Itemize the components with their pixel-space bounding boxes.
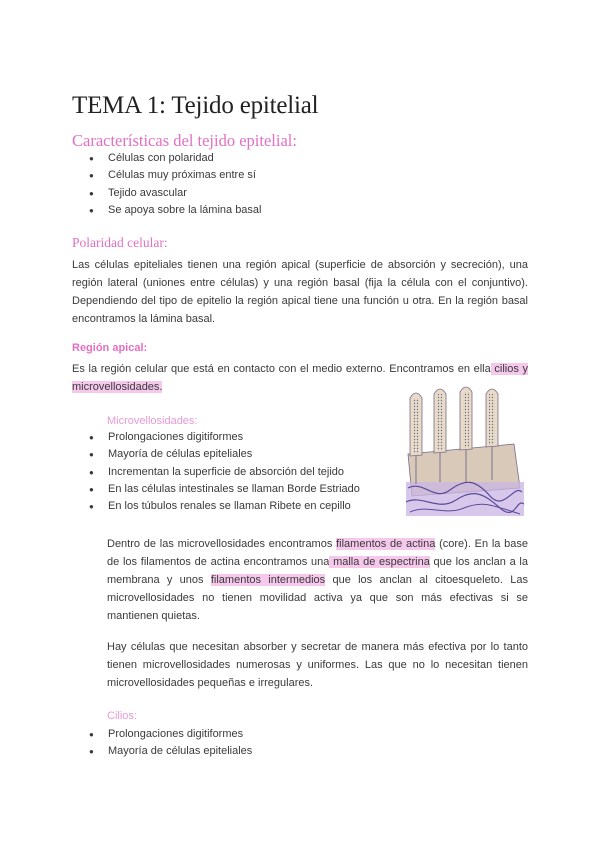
microvellosidades-list (89, 429, 360, 515)
list-item: ● Se apoya sobre la lámina basal (89, 202, 261, 219)
list-item: ● En las células intestinales se llaman Borde Estriado (89, 481, 360, 498)
subheading-microvellosidades: Microvellosidades: (107, 415, 198, 427)
list-item: ● Células con polaridad (89, 150, 261, 167)
list-item: ● Mayoría de células epiteliales (89, 743, 252, 760)
section-heading-region-apical: Región apical: (72, 342, 148, 354)
list-item: ● Prolongaciones digitiformes (89, 726, 252, 743)
page-title: TEMA 1: Tejido epitelial (72, 92, 319, 119)
section-heading-polaridad: Polaridad celular: (72, 235, 168, 250)
list-item: ● En los túbulos renales se llaman Ribete en cepillo (89, 498, 360, 515)
microvellosidades-paragraph-2: Hay células que necesitan absorber y secretar de manera más efectiva por lo tanto tienen microvellosidades numerosas y uniformes. Las que no lo necesitan tienen microvellosidades pequeñas e irregulares. (107, 641, 528, 689)
microvilli-illustration-icon (404, 384, 524, 520)
text-run: que los anclan al citoesqueleto. Las microvellosidades no tienen movilidad activa ya que son más efectivas si se mantienen quietas. (107, 574, 528, 622)
list-item: ● Prolongaciones digitiformes (89, 429, 360, 446)
apical-text: Es la región celular que está en contacto con el medio externo. Encontramos en ella (72, 363, 491, 375)
polaridad-paragraph: Las células epiteliales tienen una región apical (superficie de absorción y secreción), una región lateral (uniones entre células) y una región basal (fija la célula con el conjuntivo). Dependiendo del tipo de epitelio la región apical tiene una función u otra. En la región basal encontramos la lámina basal. (72, 259, 528, 325)
highlight-filamentos-actina: filamentos de actina (336, 538, 436, 550)
text-run: Dentro de las microvellosidades encontramos (107, 538, 337, 550)
caracteristicas-list (89, 150, 261, 219)
highlight-malla-espectrina: malla de espectrina (329, 556, 430, 568)
list-item: ● Células muy próximas entre sí (89, 167, 261, 184)
list-item: ● Incrementan la superficie de absorción del tejido (89, 464, 360, 481)
microvellosidades-paragraph-1 (107, 535, 528, 625)
subheading-cilios: Cilios: (107, 710, 137, 722)
text-run: (core). En la base de los filamentos de actina encontramos una (107, 538, 529, 568)
highlight-cilios-microvellosidades: cilios y microvellosidades. (72, 363, 528, 393)
list-item: ● Mayoría de células epiteliales (89, 446, 360, 463)
text-run: que los anclan a la membrana y unos (107, 556, 528, 586)
section-heading-caracteristicas: Características del tejido epitelial: (72, 131, 297, 150)
highlight-filamentos-intermedios: filamentos intermedios (210, 574, 326, 586)
cilios-list (89, 726, 252, 761)
list-item: ● Tejido avascular (89, 185, 261, 202)
